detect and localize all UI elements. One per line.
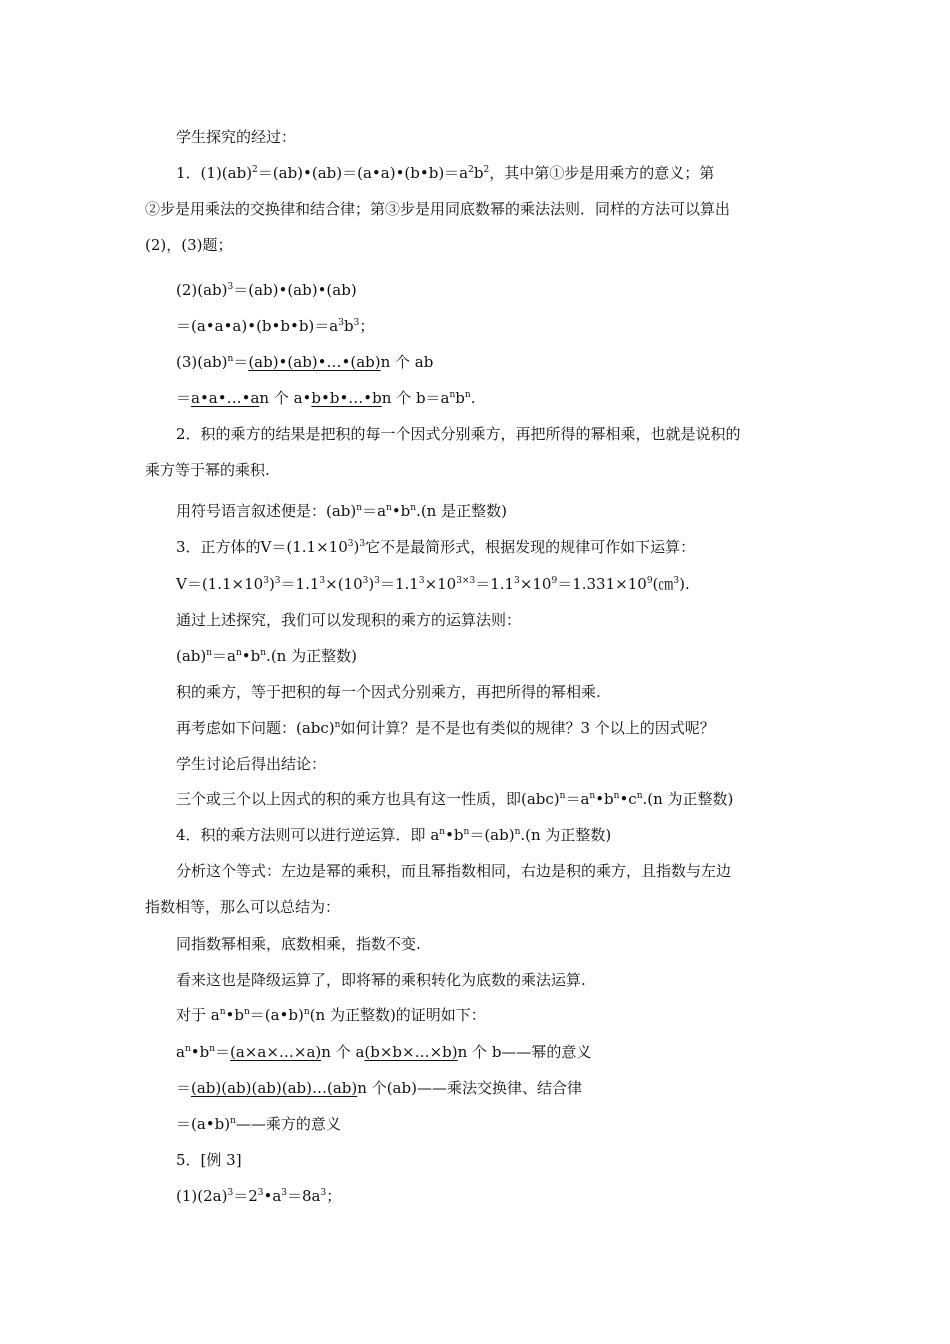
text-segment: n 个 b——幂的意义 bbox=[457, 1043, 592, 1061]
text-line bbox=[176, 1114, 341, 1134]
text-segment: .(n 是正整数) bbox=[416, 502, 507, 520]
text-segment: ) bbox=[353, 538, 360, 556]
text-segment: 如何计算？是不是也有类似的规律？3 个以上的因式呢？ bbox=[340, 719, 715, 737]
superscript: 3 bbox=[347, 539, 354, 549]
superscript: n bbox=[209, 1044, 215, 1054]
text-segment: •c bbox=[619, 790, 637, 808]
text-segment: ＝2 bbox=[233, 1187, 258, 1205]
superscript: n bbox=[559, 791, 566, 801]
text-segment: b bbox=[455, 389, 465, 407]
text-segment: 积的乘方，等于把积的每一个因式分别乘方，再把所得的幂相乘. bbox=[176, 683, 601, 701]
text-segment: (㎝ bbox=[652, 575, 674, 593]
text-segment: 1．(1)(ab) bbox=[176, 164, 253, 182]
superscript: n bbox=[514, 827, 521, 837]
text-segment: ＝(ab) bbox=[469, 826, 515, 844]
text-segment: 4．积的乘方法则可以进行逆运算．即 a bbox=[176, 826, 440, 844]
text-line bbox=[176, 682, 601, 702]
superscript: 3 bbox=[374, 576, 380, 586]
text-segment: (2)(ab) bbox=[176, 281, 228, 299]
text-line bbox=[176, 1150, 242, 1170]
text-line bbox=[145, 897, 340, 917]
superscript: n bbox=[303, 1007, 310, 1017]
text-line bbox=[176, 163, 714, 183]
superscript: 3×3 bbox=[456, 576, 476, 586]
text-segment: •b bbox=[391, 502, 411, 520]
text-segment: •a bbox=[263, 1187, 282, 1205]
text-segment: 通过上述探究，我们可以发现积的乘方的运算法则： bbox=[176, 611, 522, 629]
text-segment: .(n 为正整数) bbox=[520, 826, 612, 844]
text-line bbox=[176, 825, 611, 845]
superscript: n bbox=[236, 648, 242, 658]
superscript: n bbox=[227, 354, 234, 364]
superscript: 3 bbox=[227, 1188, 234, 1198]
text-segment: 指数相等，那么可以总结为： bbox=[145, 898, 341, 916]
text-segment: ) bbox=[268, 575, 275, 593]
superscript: n bbox=[463, 827, 470, 837]
text-line bbox=[176, 1042, 591, 1062]
text-line bbox=[176, 718, 715, 738]
text-segment: 5．[例 3] bbox=[176, 1151, 242, 1169]
text-segment: n 个 b＝a bbox=[381, 389, 450, 407]
superscript: n bbox=[386, 503, 392, 513]
text-line bbox=[176, 127, 296, 147]
text-segment: 分析这个等式：左边是幂的乘积，而且幂指数相同，右边是积的乘方，且指数与左边 bbox=[176, 862, 732, 880]
text-segment: 三个或三个以上因式的积的乘方也具有这一性质，即(abc) bbox=[176, 790, 560, 808]
superscript: 2 bbox=[483, 165, 490, 175]
text-line bbox=[176, 316, 374, 336]
text-segment: •b bbox=[595, 790, 614, 808]
text-line bbox=[176, 646, 357, 666]
text-line bbox=[176, 934, 421, 954]
text-segment: ＝ bbox=[233, 353, 249, 371]
superscript: n bbox=[184, 1044, 191, 1054]
underlined-text: a•a•…•a bbox=[191, 389, 260, 407]
text-segment: n 个(ab)——乘法交换律、结合律 bbox=[357, 1079, 582, 1097]
text-segment: n 个 a• bbox=[259, 389, 312, 407]
superscript: n bbox=[464, 390, 471, 400]
text-segment: 2．积的乘方的结果是把积的每一个因式分别乘方，再把所得的幂相乘，也就是说积的 bbox=[176, 425, 741, 443]
text-line bbox=[176, 1078, 582, 1098]
superscript: n bbox=[439, 827, 446, 837]
text-line bbox=[176, 424, 741, 444]
text-segment: ＝8a bbox=[287, 1187, 321, 1205]
text-segment: ②步是用乘法的交换律和结合律；第③步是用同底数幂的乘法法则．同样的方法可以算出 bbox=[145, 200, 731, 218]
text-segment: •b bbox=[190, 1043, 210, 1061]
text-segment: V＝(1.1×10 bbox=[176, 575, 264, 593]
text-segment: ×10 bbox=[519, 575, 552, 593]
text-segment: 乘方等于幂的乘积. bbox=[145, 461, 270, 479]
text-segment: ＝1.1 bbox=[280, 575, 320, 593]
superscript: n bbox=[449, 390, 456, 400]
text-segment: ＝(ab)•(ab)•(ab) bbox=[233, 281, 357, 299]
text-line bbox=[176, 501, 507, 521]
superscript: n bbox=[613, 791, 620, 801]
text-segment: ＝(a•b) bbox=[176, 1115, 231, 1133]
superscript: n bbox=[334, 720, 341, 730]
superscript: 3 bbox=[353, 318, 360, 328]
underlined-text: (b×b×…×b) bbox=[364, 1043, 458, 1061]
superscript: 3 bbox=[514, 576, 520, 586]
text-segment: 3．正方体的V＝(1.1×10 bbox=[176, 538, 348, 556]
superscript: n bbox=[230, 1116, 236, 1126]
text-segment: ，其中第①步是用乘方的意义；第 bbox=[489, 164, 715, 182]
text-line bbox=[145, 460, 270, 480]
text-line bbox=[176, 388, 475, 408]
text-segment: ＝1.1 bbox=[475, 575, 515, 593]
text-line bbox=[145, 235, 233, 255]
superscript: n bbox=[206, 648, 213, 658]
superscript: n bbox=[589, 791, 596, 801]
text-segment: ). bbox=[679, 575, 690, 593]
underlined-text: b•b•…•b bbox=[311, 389, 382, 407]
text-segment: b bbox=[343, 317, 354, 335]
superscript: 3 bbox=[673, 576, 680, 586]
text-line bbox=[176, 610, 521, 630]
text-segment: (ab) bbox=[176, 647, 207, 665]
underlined-text: (ab)•(ab)•…•(ab) bbox=[248, 353, 381, 371]
text-segment: 用符号语言叙述便是：(ab) bbox=[176, 502, 357, 520]
text-segment: ) bbox=[368, 575, 375, 593]
text-line bbox=[145, 199, 730, 219]
text-segment: ＝a bbox=[212, 647, 236, 665]
superscript: 3 bbox=[362, 576, 369, 586]
text-segment: ＝ bbox=[176, 389, 192, 407]
superscript: 3 bbox=[257, 1188, 264, 1198]
text-segment: 看来这也是降级运算了，即将幂的乘积转化为底数的乘法运算. bbox=[176, 971, 586, 989]
text-segment: (n 为正整数)的证明如下： bbox=[309, 1006, 486, 1024]
text-line bbox=[176, 280, 357, 300]
text-segment: 再考虑如下问题：(abc) bbox=[176, 719, 335, 737]
text-segment: 对于 a bbox=[176, 1006, 220, 1024]
superscript: n bbox=[410, 503, 417, 513]
text-segment: 学生讨论后得出结论： bbox=[176, 755, 327, 773]
text-segment: 它不是最简形式，根据发现的规律可作如下运算： bbox=[365, 538, 696, 556]
text-segment: ； bbox=[326, 1187, 342, 1205]
text-segment: 同指数幂相乘，底数相乘，指数不变. bbox=[176, 935, 421, 953]
superscript: n bbox=[356, 503, 363, 513]
text-line bbox=[176, 537, 695, 557]
text-segment: ＝1.1 bbox=[379, 575, 419, 593]
superscript: n bbox=[243, 1007, 250, 1017]
superscript: 3 bbox=[338, 318, 344, 328]
text-line bbox=[176, 352, 433, 372]
superscript: 3 bbox=[281, 1188, 287, 1198]
superscript: 3 bbox=[263, 576, 269, 586]
text-segment: ＝(a•a•a)•(b•b•b)＝a bbox=[176, 317, 339, 335]
text-line bbox=[176, 789, 733, 809]
superscript: n bbox=[260, 648, 267, 658]
text-segment: .(n 为正整数) bbox=[266, 647, 357, 665]
text-line bbox=[176, 574, 690, 594]
text-segment: ＝ bbox=[215, 1043, 231, 1061]
text-segment: n 个 a bbox=[321, 1043, 365, 1061]
text-segment: •b bbox=[445, 826, 464, 844]
superscript: 3 bbox=[319, 576, 326, 586]
text-line bbox=[176, 970, 586, 990]
text-line bbox=[176, 1005, 486, 1025]
text-segment: (3)(ab) bbox=[176, 353, 228, 371]
superscript: 9 bbox=[551, 576, 558, 586]
superscript: 3 bbox=[320, 1188, 327, 1198]
superscript: 3 bbox=[274, 576, 281, 586]
text-segment: ＝1.331×10 bbox=[557, 575, 647, 593]
superscript: 3 bbox=[359, 539, 366, 549]
text-segment: ＝a bbox=[565, 790, 590, 808]
text-segment: ＝(ab)•(ab)＝(a•a)•(b•b)＝a bbox=[257, 164, 469, 182]
superscript: 9 bbox=[646, 576, 653, 586]
text-segment: (2)，(3)题； bbox=[145, 236, 233, 254]
text-segment: ×(10 bbox=[325, 575, 363, 593]
text-segment: ——乘方的意义 bbox=[235, 1115, 341, 1133]
text-segment: ＝ bbox=[176, 1079, 192, 1097]
text-segment: •b bbox=[241, 647, 261, 665]
superscript: 3 bbox=[418, 576, 425, 586]
superscript: n bbox=[219, 1007, 226, 1017]
superscript: 2 bbox=[468, 165, 474, 175]
underlined-text: (a×a×…×a) bbox=[230, 1043, 322, 1061]
text-segment: ＝(a•b) bbox=[249, 1006, 304, 1024]
text-segment: (1)(2a) bbox=[176, 1187, 228, 1205]
underlined-text: (ab)(ab)(ab)(ab)…(ab) bbox=[191, 1079, 358, 1097]
superscript: n bbox=[636, 791, 643, 801]
text-segment: n 个 ab bbox=[380, 353, 434, 371]
text-line bbox=[176, 1186, 341, 1206]
text-segment: b bbox=[473, 164, 484, 182]
superscript: 3 bbox=[227, 282, 234, 292]
text-segment: .(n 为正整数) bbox=[642, 790, 734, 808]
text-segment: a bbox=[176, 1043, 185, 1061]
text-line bbox=[176, 861, 731, 881]
text-segment: 学生探究的经过： bbox=[176, 128, 297, 146]
text-segment: ； bbox=[359, 317, 375, 335]
superscript: 2 bbox=[252, 165, 258, 175]
text-segment: ＝a bbox=[362, 502, 387, 520]
text-line bbox=[176, 754, 326, 774]
text-segment: . bbox=[470, 389, 476, 407]
text-segment: •b bbox=[225, 1006, 244, 1024]
text-segment: ×10 bbox=[424, 575, 457, 593]
